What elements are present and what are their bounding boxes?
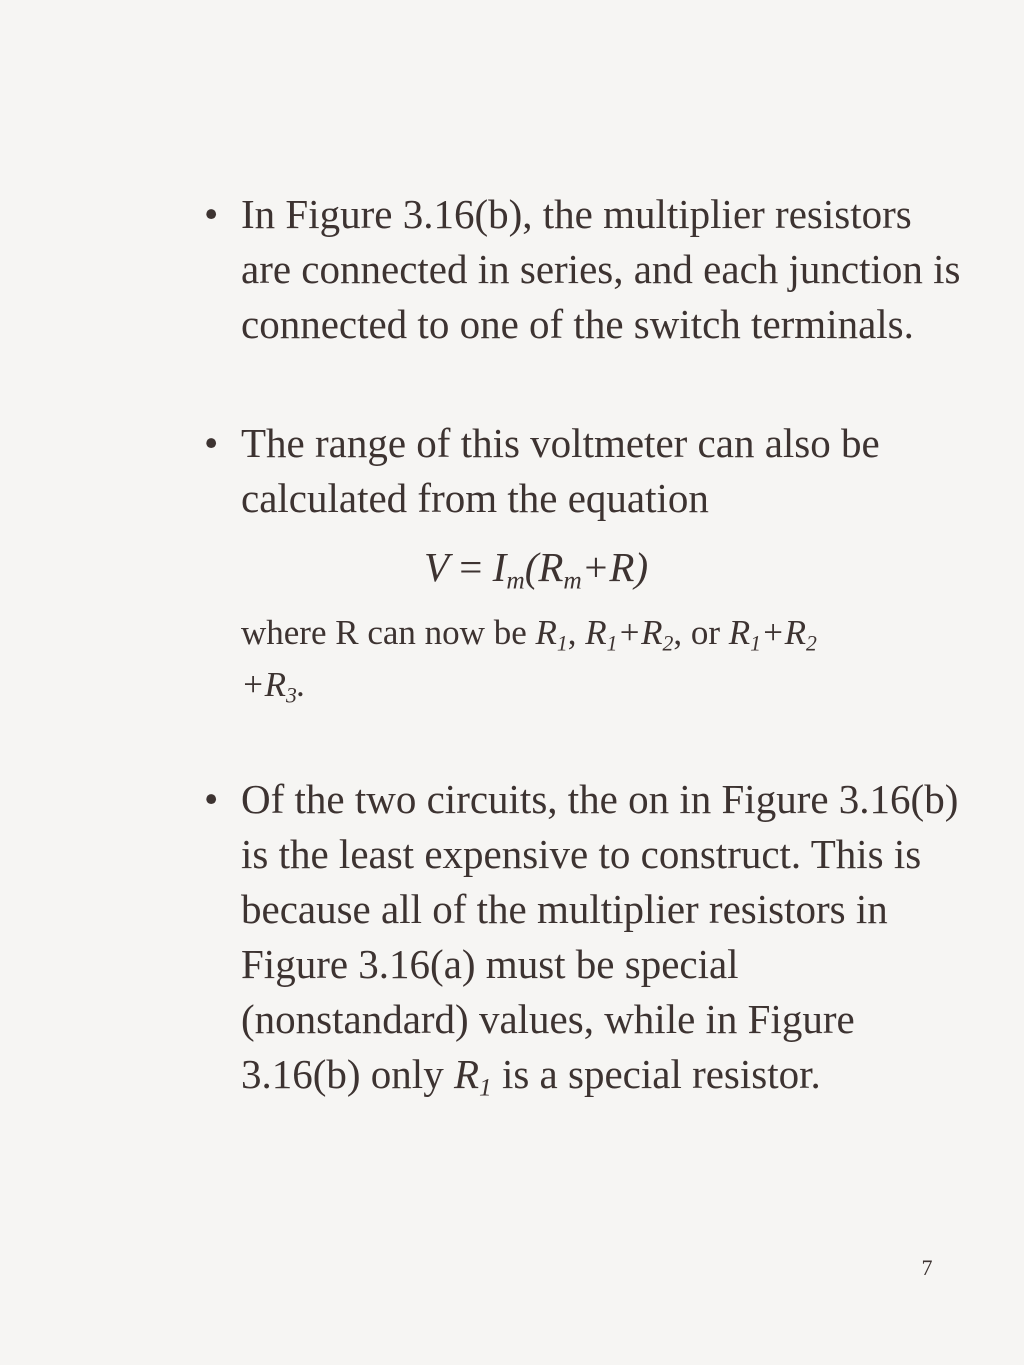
eq-voltage: V: [424, 544, 450, 590]
bullet-text: The range of this voltmeter can also be calculated from the equation: [241, 420, 880, 521]
page-number: 7: [921, 1255, 933, 1280]
where-r1-plus-r2-plus-r3: $R_1+R_2$ $+R_3$.: [241, 613, 817, 708]
eq-current-subscript: m: [506, 566, 525, 595]
eq-meter-resistance-subscript: m: [563, 566, 582, 595]
voltmeter-range-equation: [424, 542, 649, 595]
where-clause: where R can now be $R_1$, $R_1+R_2$, or $R_1+R_2$ $+R_3$.: [241, 613, 817, 708]
bullet-series-connection: [204, 187, 961, 352]
bullet-circuit-cost: [204, 772, 961, 1102]
eq-current: I: [492, 544, 507, 590]
bullet-text: Of the two circuits, the on in Figure 3.16(b) is the least expensive to construct. This is because all of the multiplier resistors in Figure 3.16(a) must be special (nonstandard) values, while in Figure 3.16(b) only: [241, 776, 959, 1097]
bullet-var-r1: $R_1$: [453, 1051, 492, 1102]
bullet-text-end: is a special resistor.: [491, 1051, 821, 1097]
bullet-marker: •: [204, 191, 219, 237]
bullet-text: In Figure 3.16(b), the multiplier resistors are connected in series, and each junction is connected to one of the switch terminals.: [241, 191, 961, 347]
eq-paren-open: (: [524, 544, 539, 590]
bullet-marker: •: [204, 420, 219, 466]
where-prefix: where R can now be: [241, 613, 536, 652]
eq-plus-r: +R): [581, 544, 649, 590]
where-r1-plus-r2: $R_1+R_2$: [585, 613, 674, 656]
bullet-range-equation: [204, 416, 961, 526]
eq-equals: =: [449, 544, 493, 590]
where-r1: $R_1$: [535, 613, 568, 656]
bullet-marker: •: [204, 776, 219, 822]
eq-meter-resistance: R: [538, 544, 564, 590]
